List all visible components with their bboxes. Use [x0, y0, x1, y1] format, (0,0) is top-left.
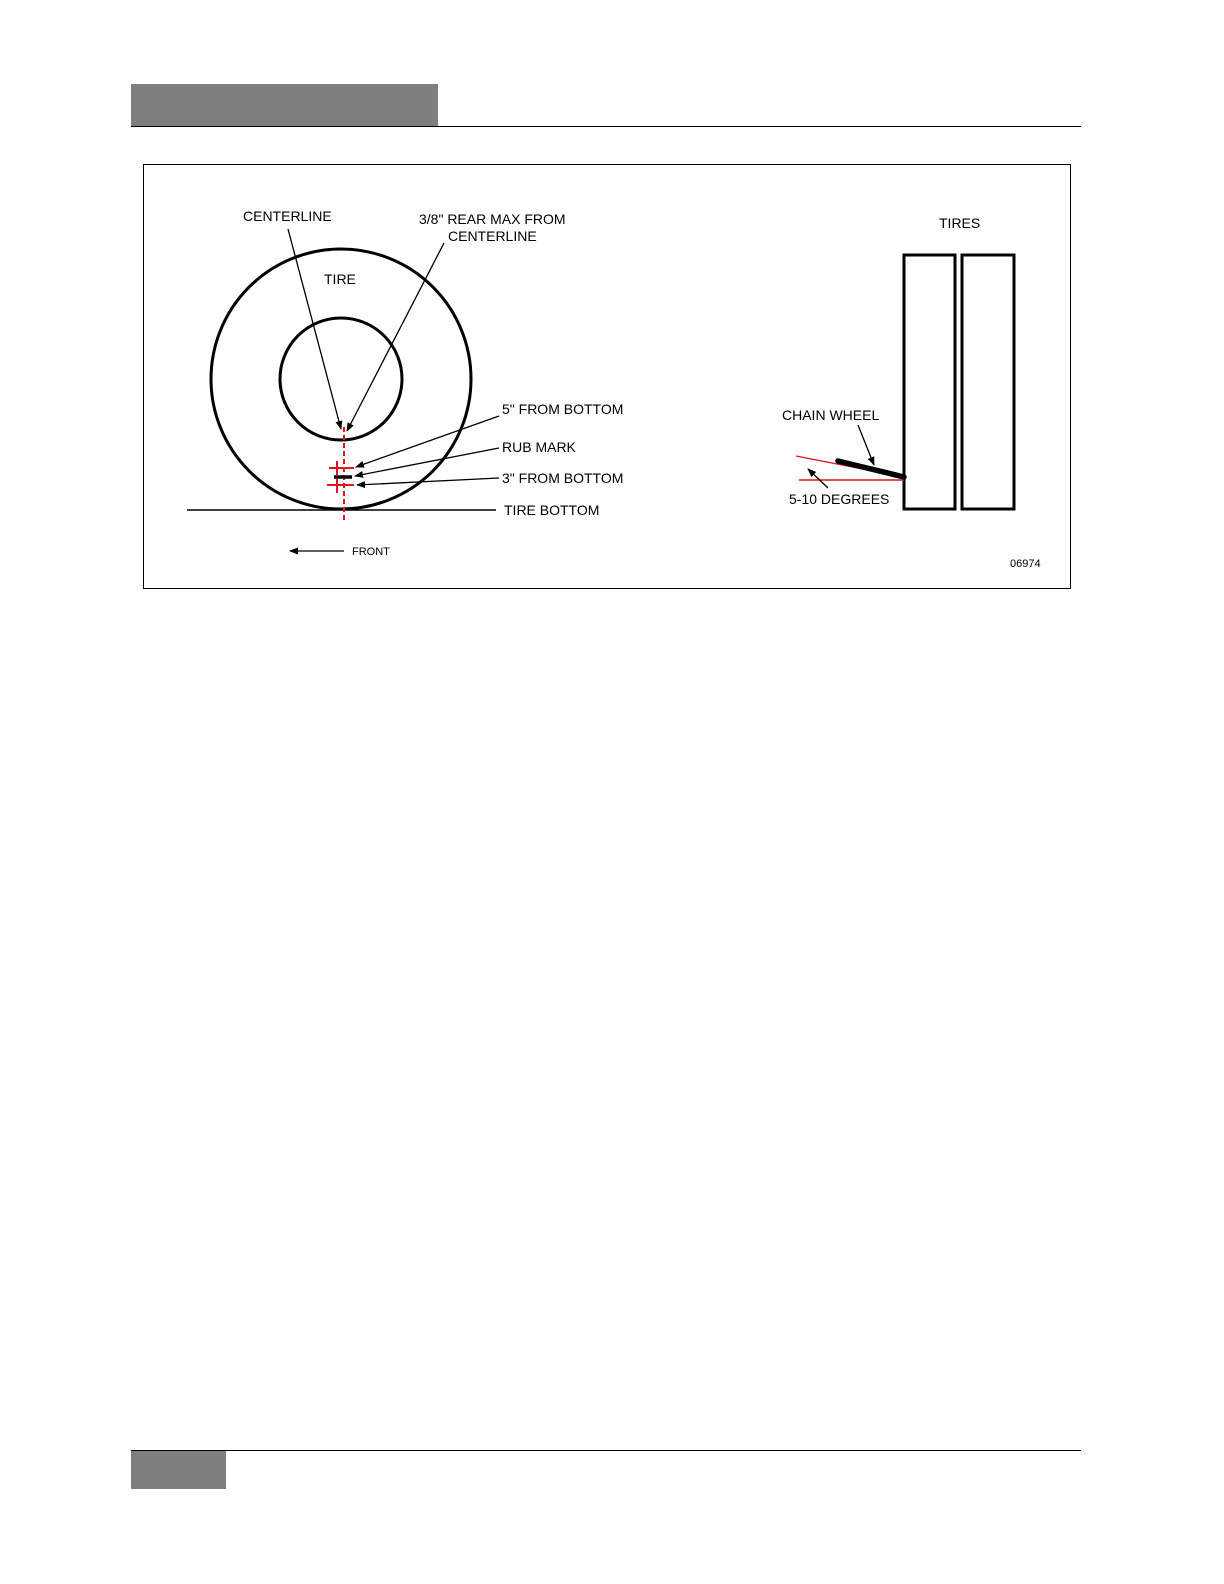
chain-wheel-leader — [858, 425, 874, 465]
centerline-label: CENTERLINE — [243, 208, 332, 224]
header-tab — [131, 84, 438, 126]
header-rule — [131, 126, 1081, 127]
five-from-bottom-label: 5" FROM BOTTOM — [502, 401, 624, 417]
chain-wheel-arm — [838, 461, 904, 477]
rub-mark-leader — [355, 448, 499, 476]
rear-max-leader — [347, 243, 444, 431]
chain-wheel-diagram — [144, 165, 1072, 590]
front-label: FRONT — [352, 546, 390, 558]
footer-rule — [131, 1450, 1081, 1451]
tire-rect-outer — [962, 255, 1014, 509]
rub-mark-label: RUB MARK — [502, 439, 576, 455]
footer-tab — [131, 1451, 226, 1489]
five-from-bottom-leader — [356, 416, 499, 467]
tire-bottom-label: TIRE BOTTOM — [504, 502, 600, 518]
centerline-leader — [288, 229, 341, 429]
rear-max-label-line2: CENTERLINE — [448, 228, 537, 244]
three-from-bottom-leader — [357, 478, 499, 485]
tires-label: TIRES — [939, 215, 981, 231]
tire-outer-circle — [211, 249, 471, 509]
tire-inner-circle — [280, 318, 402, 440]
degrees-label: 5-10 DEGREES — [789, 491, 890, 507]
tire-label: TIRE — [324, 271, 356, 287]
rear-max-label-line1: 3/8" REAR MAX FROM — [419, 211, 566, 227]
figure-frame — [143, 164, 1071, 589]
chain-wheel-label: CHAIN WHEEL — [782, 407, 880, 423]
tire-rect-inner — [904, 255, 955, 509]
figure-id-label: 06974 — [1010, 558, 1041, 570]
degrees-leader — [808, 469, 828, 488]
three-from-bottom-label: 3" FROM BOTTOM — [502, 470, 624, 486]
